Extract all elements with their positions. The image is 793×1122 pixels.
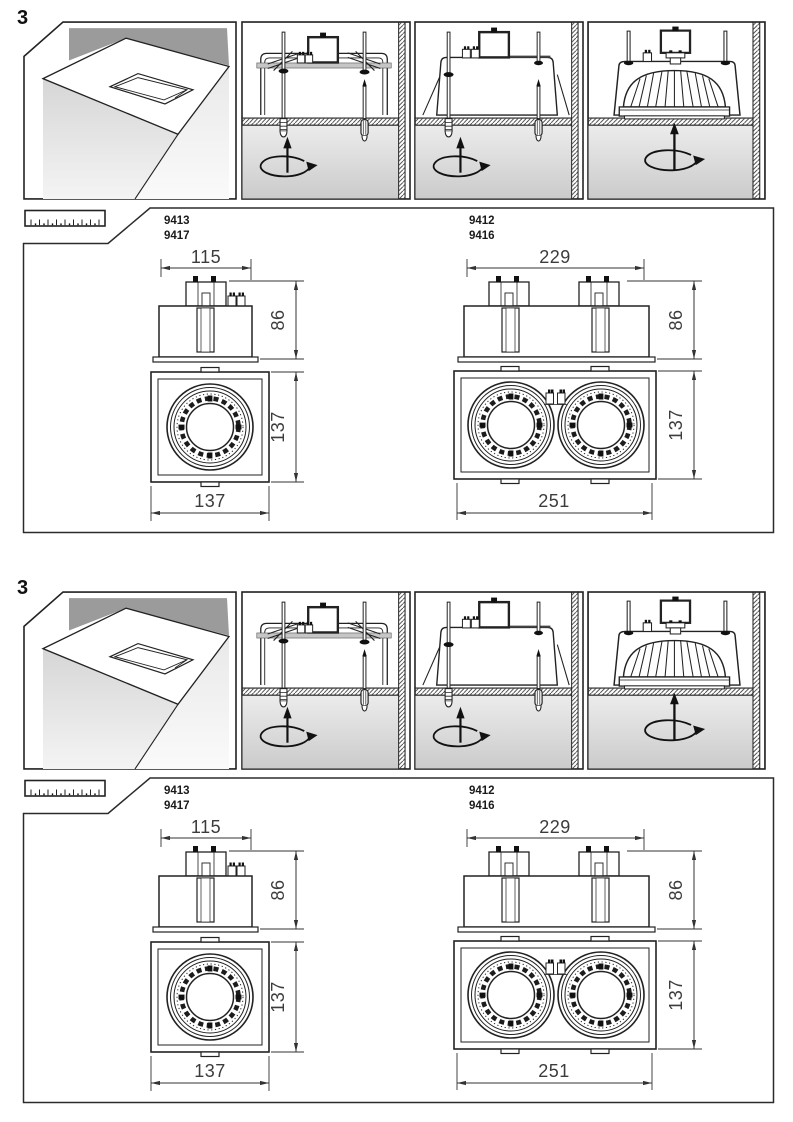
- install-step-housing-panel: [414, 591, 584, 770]
- install-step-lamp-panel: [587, 21, 766, 200]
- step-number: 3: [17, 577, 29, 599]
- isometric-ceiling-cutout-panel: [23, 591, 237, 770]
- install-step-housing-panel: [414, 21, 584, 200]
- isometric-ceiling-cutout-panel: [23, 21, 237, 200]
- install-step-lamp-panel: [587, 591, 766, 770]
- step-number: 3: [17, 7, 29, 29]
- install-step-frame-panel: [241, 591, 411, 770]
- dimension-sheet: [22, 207, 775, 534]
- install-step-frame-panel: [241, 21, 411, 200]
- instruction-block-1: [0, 0, 793, 552]
- dimension-sheet: [22, 777, 775, 1104]
- instruction-block-2: [0, 570, 793, 1122]
